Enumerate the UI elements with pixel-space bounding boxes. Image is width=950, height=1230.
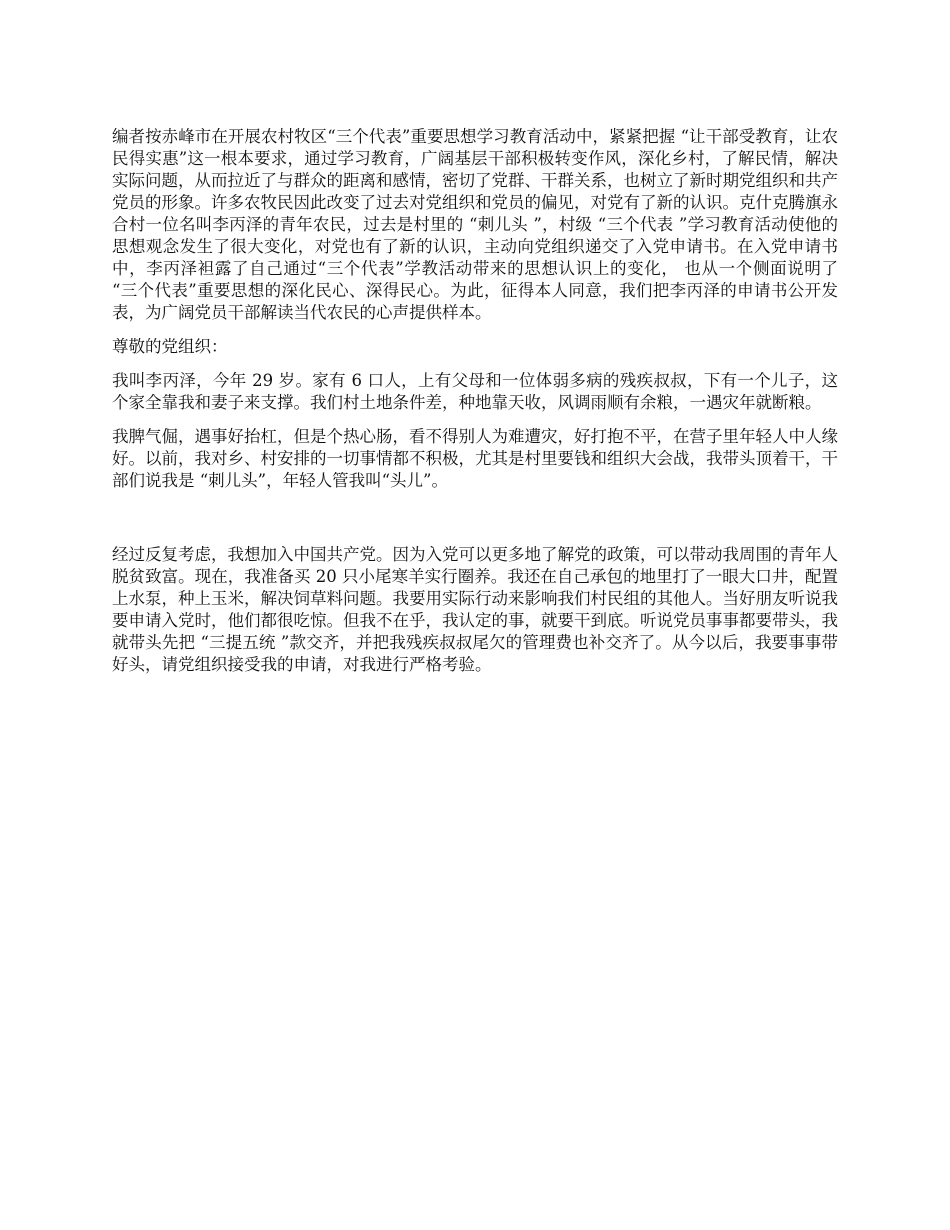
document-page xyxy=(112,126,838,676)
body-paragraph-2: 我脾气倔，遇事好抬杠，但是个热心肠，看不得别人为难遭灾，好打抱不平，在营子里年轻人中人缘好。以前，我对乡、村安排的一切事情都不积极，尤其是村里要钱和组织大会战，我带头顶着干，干部们说我是 “刺儿头”，年轻人管我叫“头儿”。 xyxy=(112,427,838,490)
editor-note-paragraph: 编者按赤峰市在开展农村牧区“三个代表”重要思想学习教育活动中，紧紧把握 “让干部受教育，让农民得实惠”这一根本要求，通过学习教育，广阔基层干部积极转变作风，深化乡村，了解民情，解决实际问题，从而拉近了与群众的距离和感情，密切了党群、干群关系，也树立了新时期党组织和共产党员的形象。许多农牧民因此改变了过去对党组织和党员的偏见，对党有了新的认识。克什克腾旗永合村一位名叫李丙泽的青年农民，过去是村里的 “刺儿头 ”，村级 “三个代表 ”学习教育活动使他的思想观念发生了很大变化，对党也有了新的认识，主动向党组织递交了入党申请书。在入党申请书中，李丙泽袒露了自己通过“三个代表”学教活动带来的思想认识上的变化， 也从一个侧面说明了 “三个代表”重要思想的深化民心、深得民心。为此，征得本人同意，我们把李丙泽的申请书公开发表，为广阔党员干部解读当代农民的心声提供样本。 xyxy=(112,127,838,322)
body-paragraph-1: 我叫李丙泽，今年 29 岁。家有 6 口人，上有父母和一位体弱多病的残疾叔叔，下有一个儿子，这个家全靠我和妻子来支撑。我们村土地条件差，种地靠天收，风调雨顺有余粮，一遇灾年就断粮。 xyxy=(112,371,838,412)
salutation: 尊敬的党组织： xyxy=(112,337,228,356)
body-paragraph-3: 经过反复考虑，我想加入中国共产党。因为入党可以更多地了解党的政策，可以带动我周围的青年人脱贫致富。现在，我准备买 20 只小尾寒羊实行圈养。我还在自己承包的地里打了一眼大口井，配置上水泵，种上玉米，解决饲草料问题。我要用实际行动来影响我们村民组的其他人。当好朋友听说我要申请入党时，他们都很吃惊。但我不在乎，我认定的事，就要干到底。听说党员事事都要带头，我就带头先把 “三提五统 ”款交齐，并把我残疾叔叔尾欠的管理费也补交齐了。从今以后，我要事事带好头，请党组织接受我的申请，对我进行严格考验。 xyxy=(112,545,838,674)
paragraph-gap xyxy=(112,492,838,544)
